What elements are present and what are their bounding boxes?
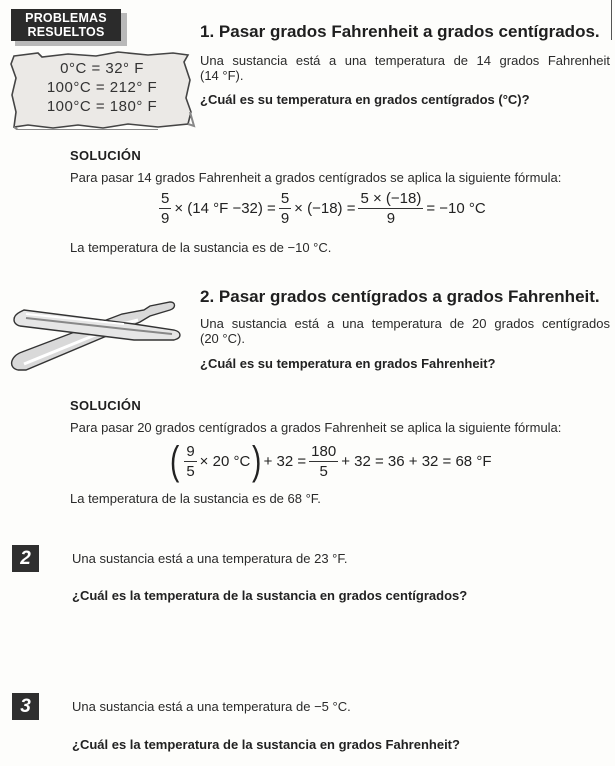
problem1-solution-label: SOLUCIÓN xyxy=(70,148,142,163)
problem1-title: 1. Pasar grados Fahrenheit a grados centígrados. xyxy=(200,22,600,41)
formula-term: = −10 °C xyxy=(426,200,486,217)
problem1-solution-intro: Para pasar 14 grados Fahrenheit a grados centígrados se aplica la siguiente fórmula: xyxy=(70,170,562,185)
problem2-question: ¿Cuál es su temperatura en grados Fahrenheit? xyxy=(200,356,496,371)
numerator: 5 xyxy=(280,190,290,207)
right-paren: ) xyxy=(252,439,262,483)
problem2-statement xyxy=(200,316,610,346)
exercise3-question: ¿Cuál es la temperatura de la sustancia en grados Fahrenheit? xyxy=(72,737,460,752)
numerator: 5 × (−18) xyxy=(360,190,422,207)
problem2-solution-label: SOLUCIÓN xyxy=(70,398,142,413)
exercise2-question: ¿Cuál es la temperatura de la sustancia en grados centígrados? xyxy=(72,588,468,603)
exercise3-statement: Una sustancia está a una temperatura de −5 °C. xyxy=(72,699,351,714)
exercise-number-badge: 3 xyxy=(12,693,39,720)
denominator: 5 xyxy=(186,462,195,480)
problem1-question: ¿Cuál es su temperatura en grados centígrados (°C)? xyxy=(200,92,530,107)
banner-line2: RESUELTOS xyxy=(27,25,105,39)
fraction xyxy=(309,443,338,480)
formula-term: + 32 = xyxy=(263,452,307,470)
problem2-formula xyxy=(168,441,491,481)
formula-term: × (14 °F −32) = xyxy=(174,200,276,217)
numerator: 5 xyxy=(161,190,170,207)
denominator: 9 xyxy=(280,210,290,227)
problem1-statement-line2: (14 °F). xyxy=(200,68,244,83)
banner-line1: PROBLEMAS xyxy=(25,11,107,25)
reference-row: 100°C = 180° F xyxy=(46,98,158,115)
thermometer-icon xyxy=(4,298,186,378)
exercise-number-badge: 2 xyxy=(12,545,39,572)
formula-term: + 32 = 36 + 32 = 68 °F xyxy=(341,452,492,470)
exercise2-statement: Una sustancia está a una temperatura de 23 °F. xyxy=(72,551,348,566)
fraction xyxy=(358,190,423,227)
numerator: 9 xyxy=(186,442,195,460)
denominator: 5 xyxy=(319,462,328,480)
formula-term: × 20 °C xyxy=(199,452,251,470)
denominator: 9 xyxy=(386,210,396,227)
numerator: 180 xyxy=(311,442,337,460)
fraction xyxy=(279,190,291,227)
problem2-statement-line1: Una sustancia está a una temperatura de 20 grados centígrados xyxy=(200,316,610,331)
denominator: 9 xyxy=(161,210,170,227)
reference-card-text xyxy=(22,59,182,116)
problem2-result: La temperatura de la sustancia es de 68 °F. xyxy=(70,491,321,506)
section-banner xyxy=(11,9,121,41)
fraction xyxy=(159,190,171,227)
page-edge-line xyxy=(611,0,612,40)
problem1-statement xyxy=(200,53,610,83)
left-paren: ( xyxy=(169,439,180,483)
problem2-solution-intro: Para pasar 20 grados centígrados a grados Fahrenheit se aplica la siguiente fórmula: xyxy=(70,420,562,435)
fraction xyxy=(184,443,196,480)
problem1-statement-line1: Una sustancia está a una temperatura de 14 grados Fahrenheit xyxy=(200,53,610,68)
formula-term: × (−18) = xyxy=(294,200,356,217)
problem2-statement-line2: (20 °C). xyxy=(200,331,245,346)
reference-row: 100°C = 212° F xyxy=(46,79,158,96)
problem1-result: La temperatura de la sustancia es de −10 °C. xyxy=(70,240,332,255)
problem2-title: 2. Pasar grados centígrados a grados Fahrenheit. xyxy=(200,287,600,306)
reference-row: 0°C = 32° F xyxy=(60,60,144,77)
problem1-formula xyxy=(156,190,486,227)
